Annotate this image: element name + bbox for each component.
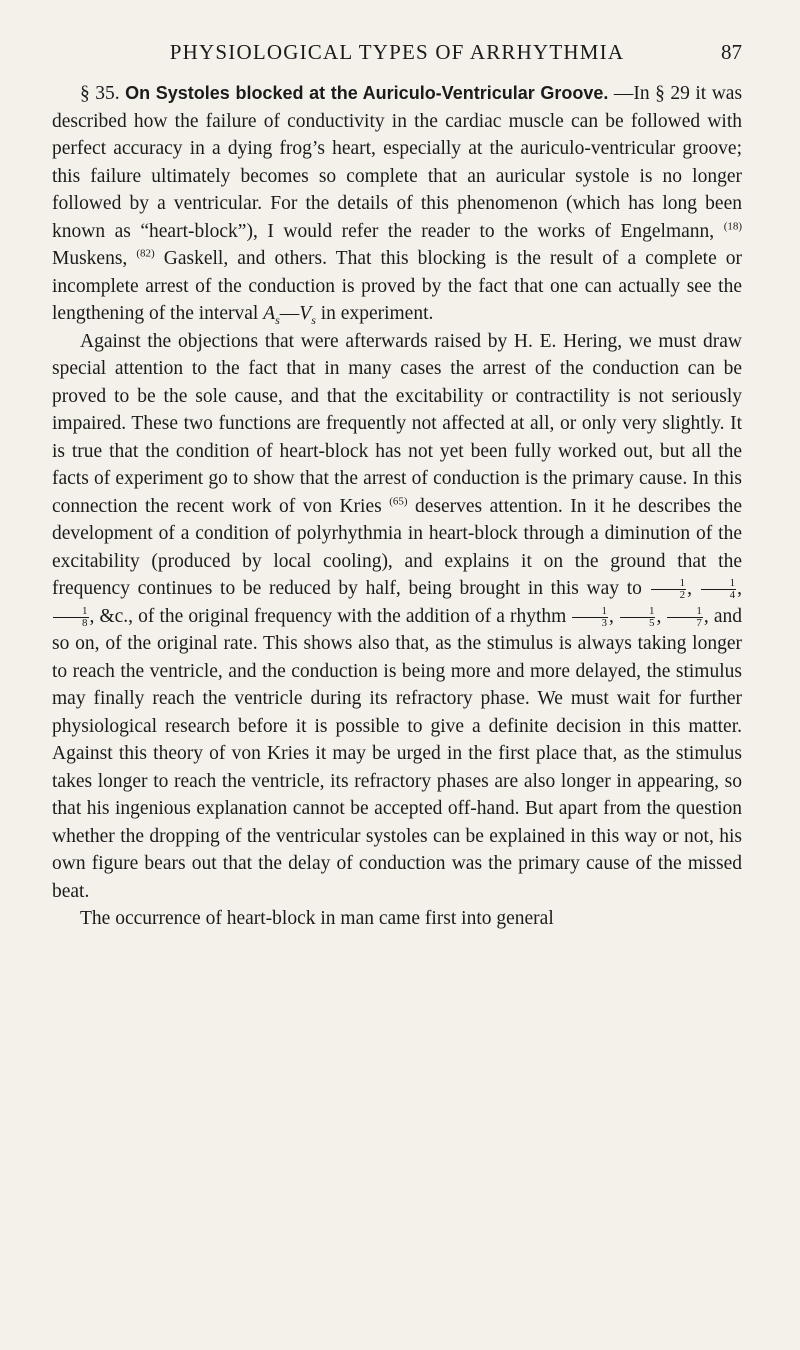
paragraph-2: Against the objections that were afterwards raised by H. E. Hering, we must draw special attention to the fact that in many cases the arrest of the conduction can be proved to be the sole cause, and that the excitability or contractility is not seriously impaired. These two functions are frequently not affected at all, or only very slightly. It is true that the condition of heart-block has not yet been fully worked out, but all the facts of experiment go to show that the arrest of conduction is the primary cause. In this connection the recent work of von Kries $^{(65)}$ deserves attention. In it he describes the development of a condition of polyrhythmia in heart-block through a diminution of the excitability (produced by local cooling), and explains it on the ground that the frequency continues to be reduced by half, being brought in this way to $\frac{1}{2}$ , $\frac{1}{4}$ , $\frac{1}{8}$ , &c., of the original frequency with the addition of a rhythm $\frac{1}{3}$ , $\frac{1}{5}$ , $\frac{1}{7}$ , and so on, of the original rate. This shows also that, as the stimulus is always taking longer to reach the ventricle, and the conduction is being more and more delayed, the stimulus may finally reach the ventricle during its refractory phase. We must wait for further physiological research before it is possible to give a definite decision in this matter. Against this theory of von Kries it may be urged in the first place that, as the stimulus takes longer to reach the ventricle, its refractory phases are also longer in appearing, so that his ingenious explanation cannot be accepted off-hand. But apart from the question whether the dropping of the ventricular systoles can be explained in this way or not, his own figure bears out that the delay of conduction was the primary cause of the missed beat.: [52, 330, 743, 902]
paragraph-1-part-a: —In § 29 it was described how the failure of conductivity in the cardiac muscle can be followed with perfect accuracy in a dying frog’s heart, especially at the auriculo-ventricular groove; this failure ultimately becomes so complete that an auricular systole is no longer followed by a ventricular. For the details of this phenomenon (which has long been known as “heart-block”), I would refer the reader to the works of Engelmann,: [52, 83, 743, 242]
fraction-one-third: $\frac{1}{3}$: [572, 606, 608, 629]
paragraph-2-part-d: and so on, of the original rate. This shows also that, as the stimulus is always taking longer to reach the ventricle, and the conduction is being more and more delayed, the stimulus may finally reach the ventricle during its refractory phase. We must wait for further physiological research before it is possible to give a definite decision in this matter. Against this theory of von Kries it may be urged in the first place that, as the stimulus takes longer to reach the ventricle, its refractory phases are also longer in appearing, so that his ingenious explanation cannot be accepted off-hand. But apart from the question whether the dropping of the ventricular systoles can be explained in this way or not, his own figure bears out that the delay of conduction was the primary cause of the missed beat.: [52, 605, 743, 902]
fraction-one-eighth: $\frac{1}{8}$: [53, 606, 89, 629]
section-number: § 35.: [80, 83, 120, 104]
paragraph-2-part-a: Against the objections that were afterwards raised by H. E. Hering, we must draw special attention to the fact that in many cases the arrest of the conduction can be proved to be the sole cause, and that the excitability or contractility is not seriously impaired. These two functions are frequently not affected at all, or only very slightly. It is true that the condition of heart-block has not yet been fully worked out, but all the facts of experiment go to show that the arrest of conduction is the primary cause. In this connection the recent work of von Kries: [52, 330, 742, 517]
fraction-one-seventh: $\frac{1}{7}$: [667, 606, 703, 629]
paragraph-3: [52, 905, 742, 933]
fraction-one-fifth: $\frac{1}{5}$: [620, 606, 656, 629]
paragraph-3-text: The occurrence of heart-block in man came first into general: [80, 908, 554, 929]
paragraph-1-part-c: Gaskell, and others. That this blocking is the result of a complete or incomplete arrest of the conduction is proved by the fact that one can actually see the lengthening of the interval: [52, 248, 743, 324]
interval-variable-v: $V_s$: [299, 303, 316, 327]
reference-18: (18): [723, 220, 743, 232]
interval-dash: —: [279, 303, 300, 324]
section-heading: On Systoles blocked at the Auriculo-Ventricular Groove.: [125, 83, 609, 103]
reference-82: (82): [136, 247, 155, 260]
body-text: [52, 80, 742, 933]
section-35-paragraph: [52, 80, 742, 328]
paragraph-1-part-d: in experiment.: [320, 303, 434, 324]
paragraph-1-part-b: Muskens,: [52, 248, 128, 269]
book-page: [52, 40, 742, 933]
reference-65: (65): [389, 495, 408, 507]
page-number: 87: [721, 40, 742, 64]
interval-variable-a: $A_s$: [263, 303, 280, 327]
paragraph-2-part-b: deserves attention. In it he describes the development of a condition of polyrhythmia in heart-block through a diminution of the excitability (produced by local cooling), and explains it on the ground that the frequency continues to be reduced by half, being brought in this way to: [52, 495, 742, 599]
paragraph-2-part-c: &c., of the original frequency with the addition of a rhythm: [99, 605, 567, 627]
running-header: [52, 40, 742, 74]
fraction-one-quarter: $\frac{1}{4}$: [701, 578, 737, 601]
running-title: PHYSIOLOGICAL TYPES OF ARRHYTHMIA: [169, 40, 625, 64]
fraction-one-half: $\frac{1}{2}$: [651, 578, 687, 601]
